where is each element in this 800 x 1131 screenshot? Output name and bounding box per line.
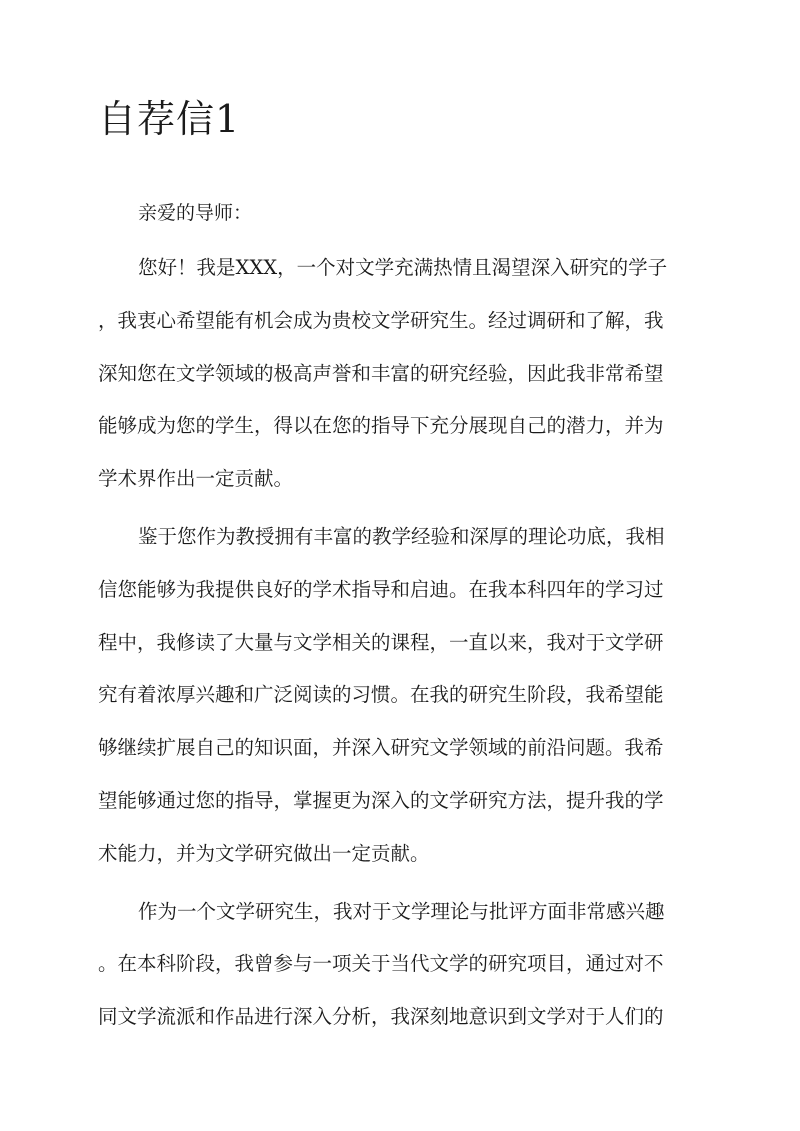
letter-body [98,188,710,1044]
text-line: 。在本科阶段，我曾参与一项关于当代文学的研究项目，通过对不 [98,952,664,976]
text-line: 鉴于您作为教授拥有丰富的教学经验和深厚的理论功底，我相 [138,524,665,548]
text-line: 程中，我修读了大量与文学相关的课程，一直以来，我对于文学研 [98,630,664,654]
text-line: 究有着浓厚兴趣和广泛阅读的习惯。在我的研究生阶段，我希望能 [98,683,664,707]
text-line: 信您能够为我提供良好的学术指导和启迪。在我本科四年的学习过 [98,577,664,601]
document-title: 自荐信1 [98,97,241,141]
text-line: 术能力，并为文学研究做出一定贡献。 [98,841,430,865]
text-line: 能够成为您的学生，得以在您的指导下充分展现自己的潜力，并为 [98,414,664,438]
text-line: 望能够通过您的指导，掌握更为深入的文学研究方法，提升我的学 [98,788,664,812]
text-line: 同文学流派和作品进行深入分析，我深刻地意识到文学对于人们的 [98,1005,664,1029]
paragraph-3 [98,886,710,1044]
text-line: 您好！我是XXX，一个对文学充满热情且渴望深入研究的学子 [138,256,668,279]
text-line: 学术界作出一定贡献。 [98,467,294,491]
text-line: 够继续扩展自己的知识面，并深入研究文学领域的前沿问题。我希 [98,736,664,760]
paragraph-2 [98,511,710,881]
text-line: ，我衷心希望能有机会成为贵校文学研究生。经过调研和了解，我 [98,308,664,332]
paragraph-1 [98,242,710,506]
salutation: 亲爱的导师： [138,202,253,224]
text-line: 深知您在文学领域的极高声誉和丰富的研究经验，因此我非常希望 [98,361,664,385]
text-line: 作为一个文学研究生，我对于文学理论与批评方面非常感兴趣 [138,899,665,923]
